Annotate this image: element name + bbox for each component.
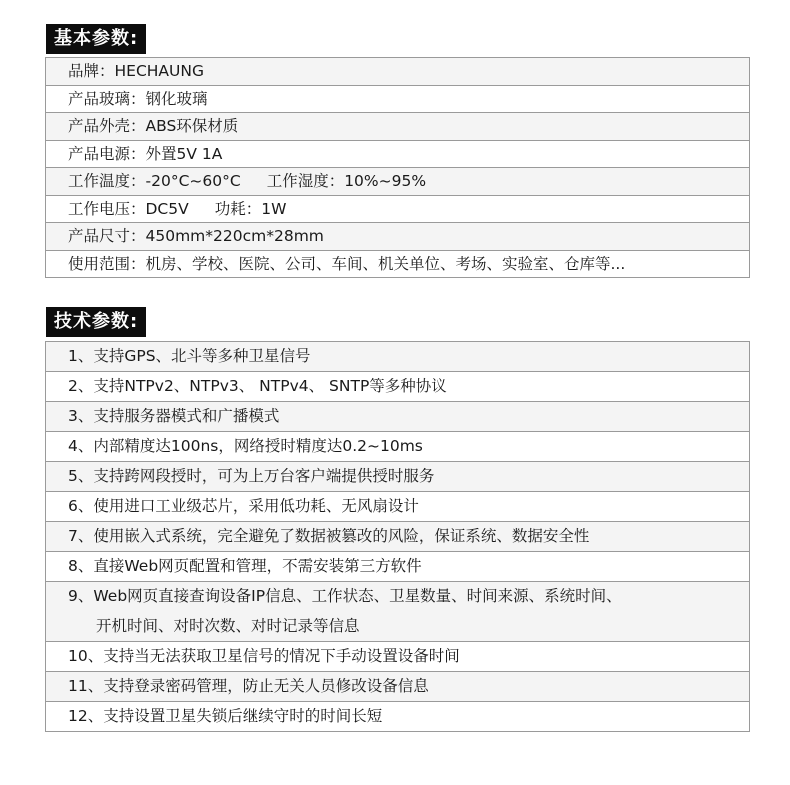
spec-row-shell xyxy=(46,113,749,141)
tech-row-5 xyxy=(46,462,749,492)
tech-row-12 xyxy=(46,702,749,732)
spec-row-brand xyxy=(46,58,749,86)
tech-row-1 xyxy=(46,342,749,372)
tech-text: 10、支持当无法获取卫星信号的情况下手动设置设备时间 xyxy=(68,647,460,665)
tech-row-3 xyxy=(46,402,749,432)
tech-text: 8、直接Web网页配置和管理，不需安装第三方软件 xyxy=(68,557,422,575)
tech-text: 4、内部精度达100ns，网络授时精度达0.2~10ms xyxy=(68,437,423,455)
tech-text: 7、使用嵌入式系统，完全避免了数据被篡改的风险，保证系统、数据安全性 xyxy=(68,527,590,545)
spec-text: 使用范围：机房、学校、医院、公司、车间、机关单位、考场、实验室、仓库等... xyxy=(68,254,626,273)
spec-voltage: 工作电压：DC5V xyxy=(68,199,189,218)
basic-params-heading: 基本参数: xyxy=(46,24,146,54)
spec-power-consumption: 功耗：1W xyxy=(214,199,287,218)
tech-row-11 xyxy=(46,672,749,702)
tech-text: 9、Web网页直接查询设备IP信息、工作状态、卫星数量、时间来源、系统时间、 xyxy=(68,587,622,605)
spec-text: 产品电源：外置5V 1A xyxy=(68,144,223,163)
spec-row-power xyxy=(46,141,749,169)
tech-text: 2、支持NTPv2、NTPv3、 NTPv4、 SNTP等多种协议 xyxy=(68,377,447,395)
tech-text: 开机时间、对时次数、对时记录等信息 xyxy=(96,617,360,635)
spec-humidity: 工作湿度：10%~95% xyxy=(266,172,427,190)
tech-row-9 xyxy=(46,582,749,612)
tech-row-4 xyxy=(46,432,749,462)
spec-text: 品牌：HECHAUNG xyxy=(68,62,204,80)
tech-row-2 xyxy=(46,372,749,402)
spec-text: 产品玻璃：钢化玻璃 xyxy=(68,89,208,108)
tech-row-9-continued xyxy=(46,612,749,642)
spec-row-voltage-power xyxy=(46,196,749,224)
tech-text: 12、支持设置卫星失锁后继续守时的时间长短 xyxy=(68,707,383,725)
tech-row-6 xyxy=(46,492,749,522)
spec-row-size xyxy=(46,223,749,251)
tech-text: 1、支持GPS、北斗等多种卫星信号 xyxy=(68,347,311,365)
tech-params-table xyxy=(45,341,750,732)
spec-row-temp-humidity xyxy=(46,168,749,196)
basic-params-table xyxy=(45,57,750,278)
spec-temperature: 工作温度：-20°C~60°C xyxy=(68,172,241,190)
spec-row-glass xyxy=(46,86,749,114)
tech-text: 3、支持服务器模式和广播模式 xyxy=(68,407,280,425)
spec-row-usage xyxy=(46,251,749,279)
tech-text: 6、使用进口工业级芯片，采用低功耗、无风扇设计 xyxy=(68,497,419,515)
tech-row-8 xyxy=(46,552,749,582)
spec-text: 产品尺寸：450mm*220cm*28mm xyxy=(68,227,324,245)
tech-text: 11、支持登录密码管理，防止无关人员修改设备信息 xyxy=(68,677,429,695)
tech-text: 5、支持跨网段授时，可为上万台客户端提供授时服务 xyxy=(68,467,435,485)
tech-params-heading: 技术参数: xyxy=(46,307,146,337)
tech-row-10 xyxy=(46,642,749,672)
tech-row-7 xyxy=(46,522,749,552)
spec-text: 产品外壳：ABS环保材质 xyxy=(68,117,239,135)
